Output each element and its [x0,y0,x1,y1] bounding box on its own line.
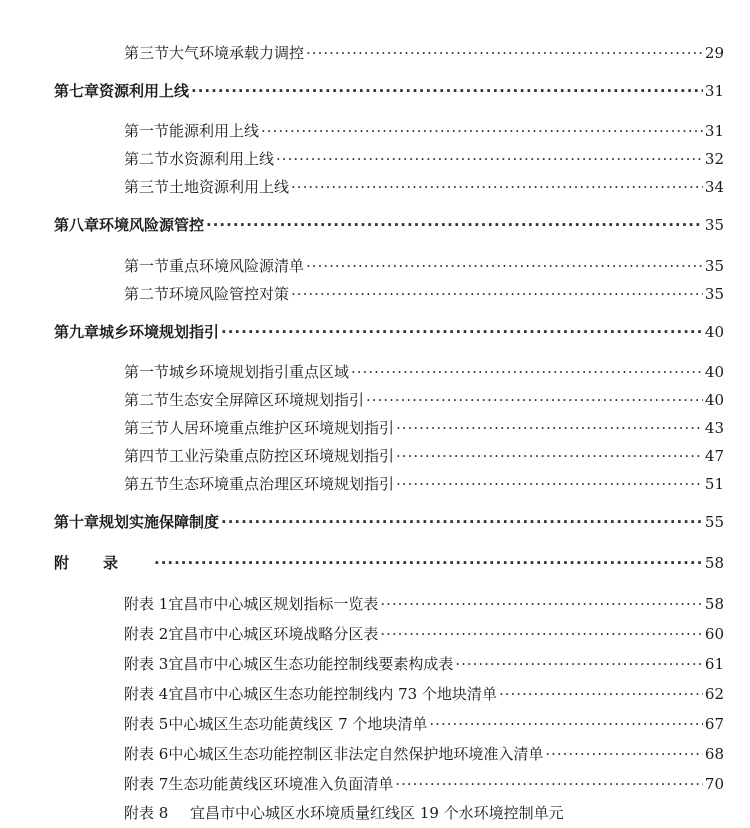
section-number: 第三节 [124,178,170,196]
dot-leader [499,682,703,706]
section-number: 第五节 [124,475,170,493]
toc-section-row[interactable] [124,119,724,143]
chapter-title: 环境风险源管控 [99,216,205,234]
dot-leader [380,592,703,616]
toc-appendix-table-row[interactable] [124,652,724,676]
dot-leader [366,388,703,412]
toc-section-row[interactable] [124,282,724,306]
appendix-table-number: 附表 5 [124,715,169,733]
section-number: 第一节 [124,257,170,275]
section-title: 工业污染重点防控区环境规划指引 [169,447,395,465]
section-title: 城乡环境规划指引重点区域 [169,363,350,381]
dot-leader [191,79,703,103]
dot-leader [261,119,703,143]
section-number: 第一节 [124,122,170,140]
toc-chapter-row[interactable] [54,510,724,534]
appendix-table-number: 附表 1 [124,595,169,613]
page-number: 61 [704,655,724,673]
appendix-table-title: 中心城区生态功能黄线区 7 个地块清单 [168,715,428,733]
toc-appendix-table-row[interactable] [124,801,724,825]
dot-leader [221,510,703,534]
section-title: 水资源利用上线 [169,150,275,168]
toc-section-row[interactable] [124,254,724,278]
dot-leader [396,444,703,468]
page-number: 70 [704,775,724,793]
section-title: 生态安全屏障区环境规划指引 [169,391,365,409]
toc-appendix-row[interactable] [54,551,724,575]
toc-chapter-row[interactable] [54,320,724,344]
page-number: 40 [704,323,724,341]
page-number: 34 [704,178,724,196]
page-number: 60 [704,625,724,643]
toc-section-row[interactable] [124,360,724,384]
page-number: 35 [704,257,724,275]
dot-leader [291,282,703,306]
page-number: 40 [704,391,724,409]
toc-appendix-table-row[interactable] [124,592,724,616]
toc-appendix-table-row[interactable] [124,622,724,646]
appendix-table-number: 附表 3 [124,655,169,673]
appendix-table-title: 宜昌市中心城区环境战略分区表 [168,625,379,643]
dot-leader [154,551,703,575]
chapter-title: 资源利用上线 [99,82,190,100]
page-number: 58 [704,595,724,613]
chapter-number: 第十章 [54,513,100,531]
chapter-number: 第九章 [54,323,100,341]
page-number: 31 [704,82,724,100]
page-number: 58 [704,554,724,572]
section-title: 大气环境承载力调控 [169,44,305,62]
page-number: 35 [704,285,724,303]
toc-section-row[interactable] [124,388,724,412]
dot-leader [455,652,703,676]
page-number: 51 [704,475,724,493]
toc-section-row[interactable] [124,416,724,440]
dot-leader [380,622,703,646]
section-title: 能源利用上线 [169,122,260,140]
toc-section-row[interactable] [124,41,724,65]
section-title: 土地资源利用上线 [169,178,290,196]
toc-chapter-row[interactable] [54,213,724,237]
dot-leader [545,742,703,766]
toc-appendix-table-row[interactable] [124,772,724,796]
toc-chapter-row[interactable] [54,79,724,103]
page-number: 67 [704,715,724,733]
dot-leader [396,472,703,496]
chapter-title: 规划实施保障制度 [99,513,220,531]
section-title: 环境风险管控对策 [169,285,290,303]
appendix-table-number: 附表 6 [124,745,169,763]
appendix-table-title: 宜昌市中心城区水环境质量红线区 19 个水环境控制单元 [190,804,564,822]
appendix-table-title: 宜昌市中心城区生态功能控制线内 73 个地块清单 [168,685,497,703]
chapter-number: 第八章 [54,216,100,234]
appendix-table-number: 附表 7 [124,775,169,793]
dot-leader [429,712,703,736]
dot-leader [291,175,703,199]
dot-leader [351,360,703,384]
page-number: 43 [704,419,724,437]
appendix-table-title: 宜昌市中心城区规划指标一览表 [168,595,379,613]
toc-appendix-table-row[interactable] [124,742,724,766]
dot-leader [206,213,703,237]
appendix-title: 附录 [54,554,153,572]
page-number: 35 [704,216,724,234]
dot-leader [221,320,703,344]
section-number: 第三节 [124,44,170,62]
section-number: 第三节 [124,419,170,437]
appendix-table-title: 中心城区生态功能控制区非法定自然保护地环境准入清单 [168,745,544,763]
section-number: 第四节 [124,447,170,465]
page-number: 62 [704,685,724,703]
dot-leader [306,254,703,278]
chapter-title: 城乡环境规划指引 [99,323,220,341]
page-number: 29 [704,44,724,62]
section-number: 第二节 [124,285,170,303]
dot-leader [276,147,703,171]
section-title: 生态环境重点治理区环境规划指引 [169,475,395,493]
section-number: 第二节 [124,150,170,168]
appendix-table-title: 宜昌市中心城区生态功能控制线要素构成表 [168,655,454,673]
toc-section-row[interactable] [124,147,724,171]
appendix-table-number: 附表 8 [124,804,169,822]
page-number: 32 [704,150,724,168]
toc-appendix-table-row[interactable] [124,712,724,736]
section-title: 重点环境风险源清单 [169,257,305,275]
page-number: 31 [704,122,724,140]
page-number: 40 [704,363,724,381]
page-number: 68 [704,745,724,763]
toc-section-row[interactable] [124,175,724,199]
page-number: 55 [704,513,724,531]
dot-leader [306,41,703,65]
dot-leader [396,416,703,440]
section-number: 第二节 [124,391,170,409]
appendix-table-title: 生态功能黄线区环境准入负面清单 [168,775,394,793]
toc-section-row[interactable] [124,444,724,468]
chapter-number: 第七章 [54,82,100,100]
toc-section-row[interactable] [124,472,724,496]
toc-appendix-table-row[interactable] [124,682,724,706]
appendix-table-number: 附表 2 [124,625,169,643]
appendix-table-number: 附表 4 [124,685,169,703]
section-title: 人居环境重点维护区环境规划指引 [169,419,395,437]
dot-leader [395,772,703,796]
section-number: 第一节 [124,363,170,381]
page-number: 47 [704,447,724,465]
